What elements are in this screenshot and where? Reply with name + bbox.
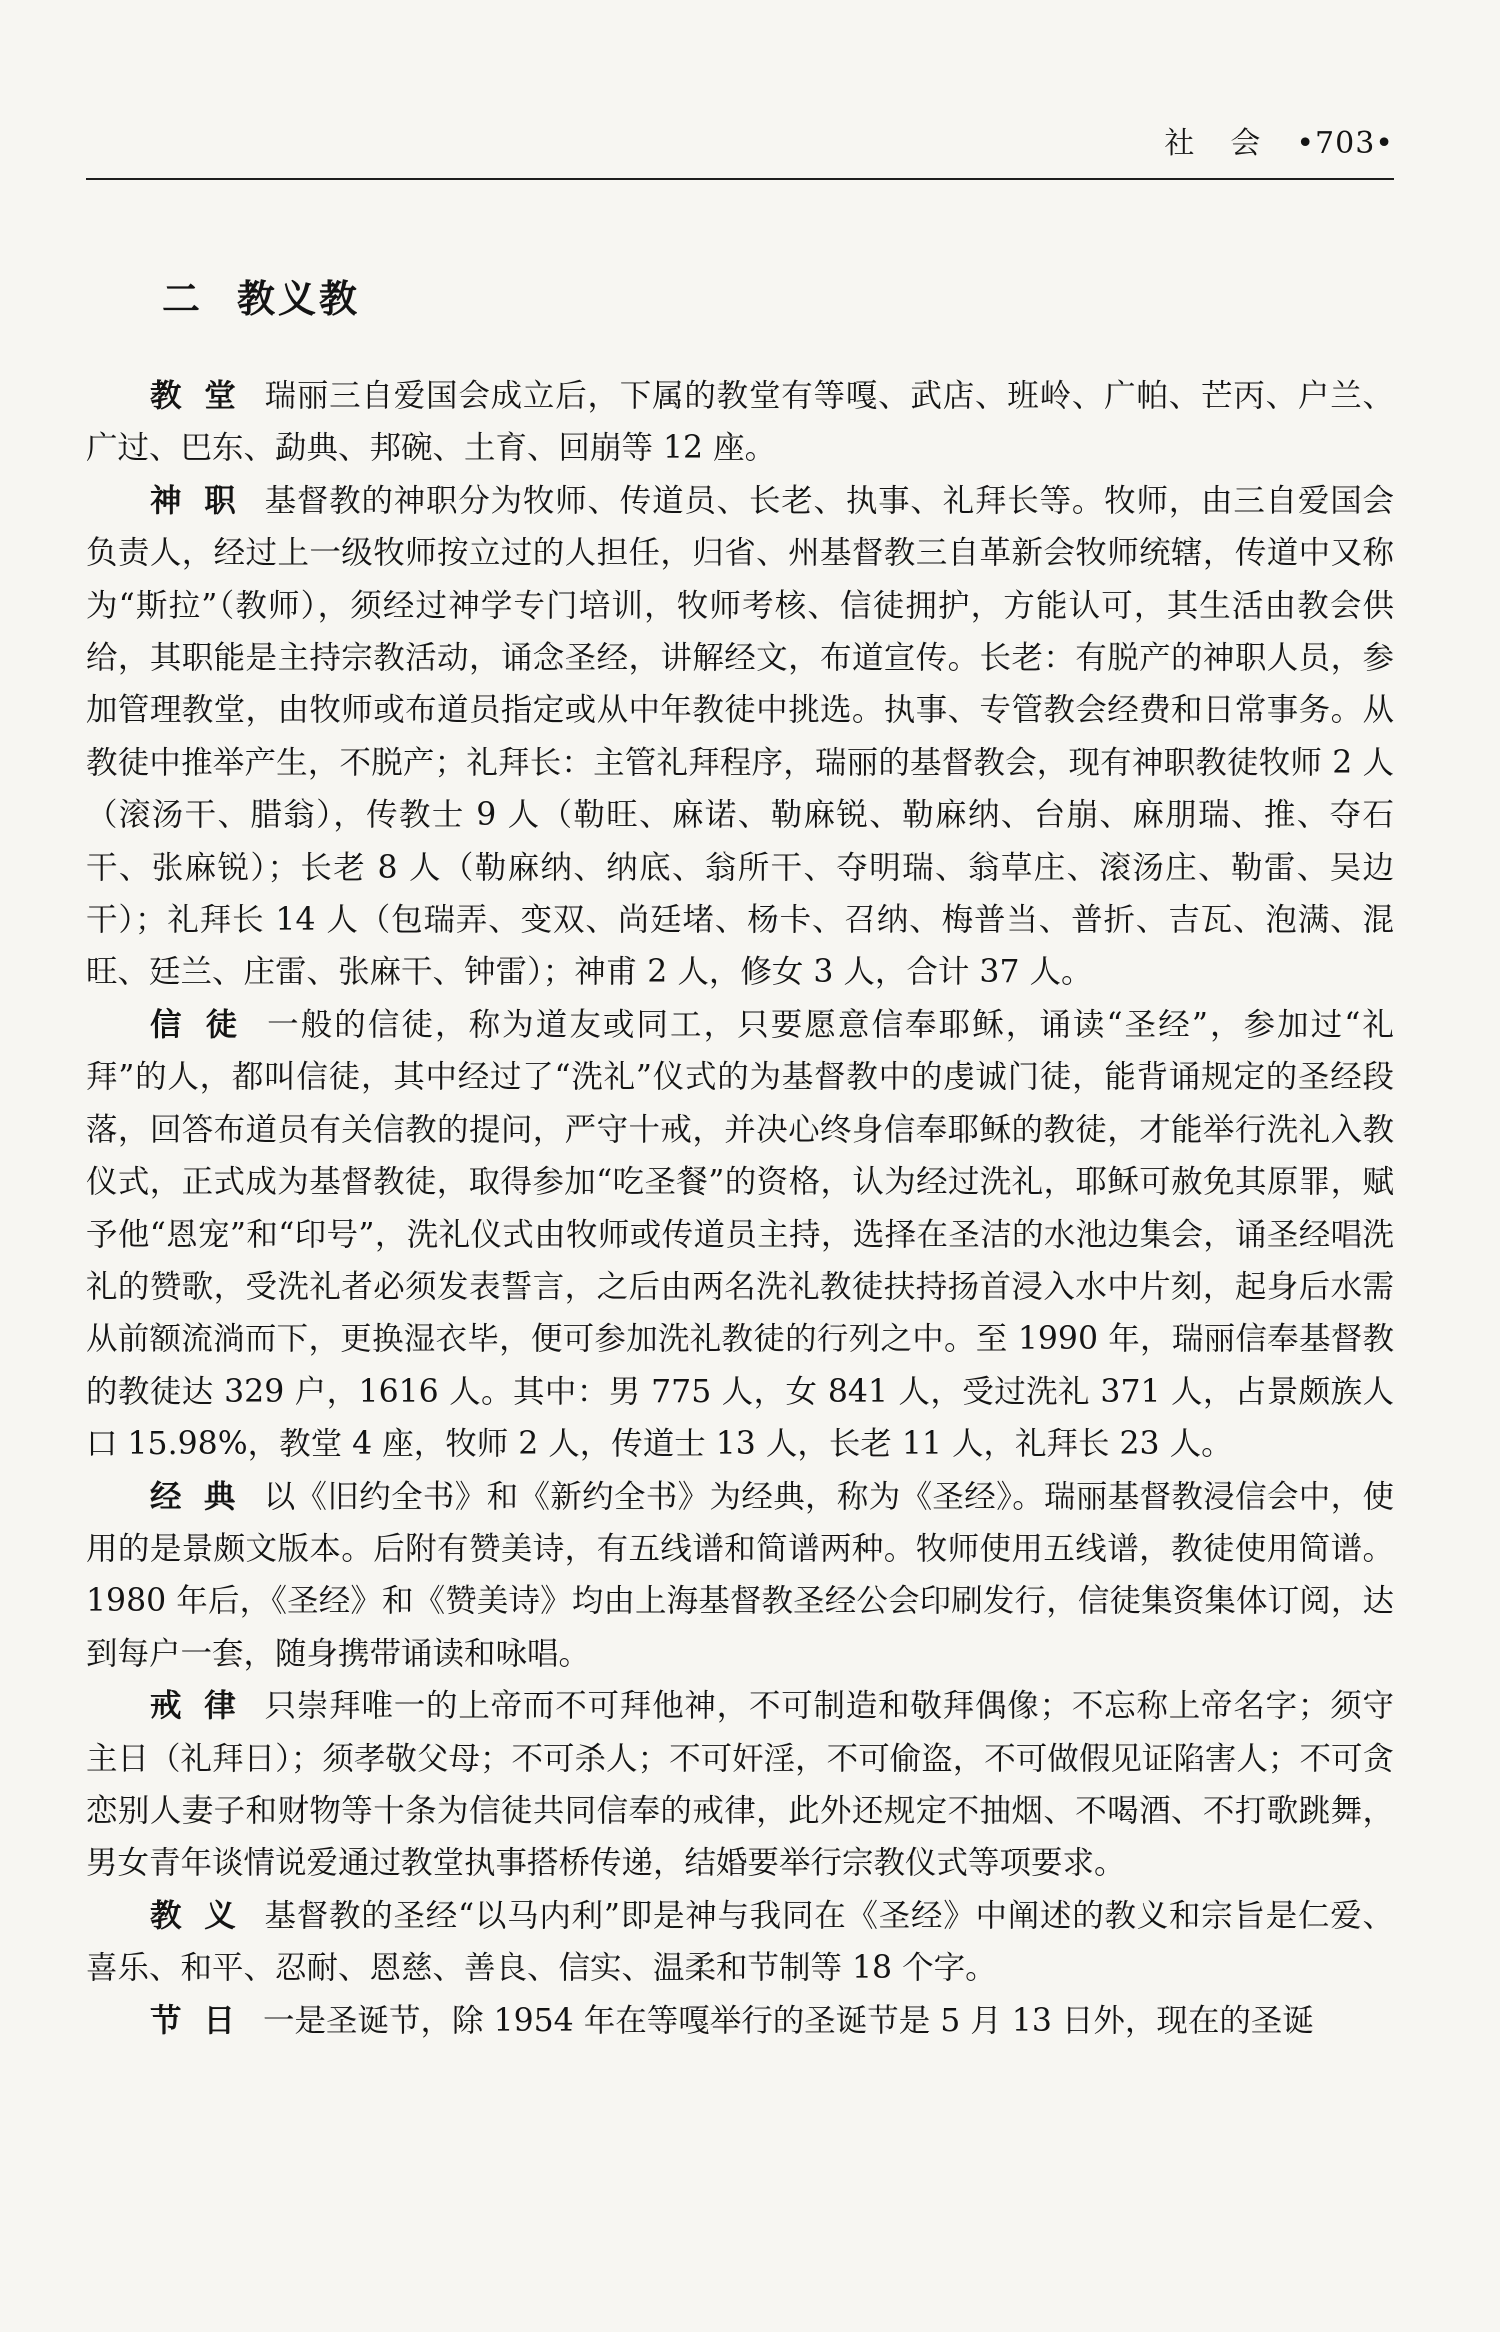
entry-term: 教堂 <box>150 378 259 414</box>
body-text <box>86 370 1394 2047</box>
entry-term: 经典 <box>150 1478 258 1515</box>
entry-text: 一般的信徒，称为道友或同工，只要愿意信奉耶稣，诵读“圣经”，参加过“礼拜”的人，都叫信徒，其中经过了“洗礼”仪式的为基督教中的虔诚门徒，能背诵规定的圣经段落，回答布道员有关信教的提问，严守十戒，并决心终身信奉耶稣的教徒，才能举行洗礼入教仪式，正式成为基督教徒，取得参加“吃圣餐”的资格，认为经过洗礼，耶稣可赦免其原罪，赋予他“恩宠”和“印号”，洗礼仪式由牧师或传道员主持，选择在圣洁的水池边集会，诵圣经唱洗礼的赞歌，受洗礼者必须发表誓言，之后由两名洗礼教徒扶持扬首浸入水中片刻，起身后水需从前额流淌而下，更换湿衣毕，便可参加洗礼教徒的行列之中。至 1990 年，瑞丽信奉基督教的教徒达 329 户，1616 人。其中：男 775 人，女 841 人，受过洗礼 371 人，占景颇族人口 15.98%，教堂 4 座，牧师 2 人，传道士 13 人，长老 11 人，礼拜长 23 人。 <box>86 1006 1394 1463</box>
entry-term: 信徒 <box>150 1006 262 1043</box>
section-number: 二 <box>162 277 204 321</box>
entry-paragraph <box>86 370 1394 475</box>
entry-term: 节日 <box>150 2002 258 2039</box>
entry-term: 教义 <box>150 1897 259 1934</box>
entry-paragraph <box>86 999 1394 1471</box>
entry-text: 以《旧约全书》和《新约全书》为经典，称为《圣经》。瑞丽基督教浸信会中，使用的是景颇文版本。后附有赞美诗，有五线谱和简谱两种。牧师使用五线谱，教徒使用简谱。1980 年后，《圣经》和《赞美诗》均由上海基督教圣经公会印刷发行，信徒集资集体订阅，达到每户一套，随身携带诵读和咏唱。 <box>86 1478 1394 1672</box>
entry-text: 基督教的圣经“以马内利”即是神与我同在《圣经》中阐述的教义和宗旨是仁爱、喜乐、和平、忍耐、恩慈、善良、信实、温柔和节制等 18 个字。 <box>86 1897 1394 1987</box>
page-header <box>86 118 1394 162</box>
section-title: 教义教 <box>237 277 361 321</box>
entry-paragraph <box>86 1890 1394 1995</box>
entry-text: 一是圣诞节，除 1954 年在等嘎举行的圣诞节是 5 月 13 日外，现在的圣诞 <box>263 2002 1314 2039</box>
page-number: •703• <box>1296 126 1394 161</box>
section-heading <box>162 268 360 323</box>
entry-text: 只崇拜唯一的上帝而不可拜他神，不可制造和敬拜偶像；不忘称上帝名字；须守主日（礼拜日）；须孝敬父母；不可杀人；不可奸淫，不可偷盗，不可做假见证陷害人；不可贪恋别人妻子和财物等十条为信徒共同信奉的戒律，此外还规定不抽烟、不喝酒、不打歌跳舞，男女青年谈情说爱通过教堂执事搭桥传递，结婚要举行宗教仪式等项要求。 <box>86 1688 1394 1882</box>
entry-paragraph <box>86 1471 1394 1681</box>
entry-text: 瑞丽三自爱国会成立后，下属的教堂有等嘎、武店、班岭、广帕、芒丙、户兰、广过、巴东、勐典、邦碗、土育、回崩等 12 座。 <box>86 378 1394 467</box>
entry-paragraph <box>86 1680 1394 1890</box>
entry-term: 戒律 <box>150 1688 259 1725</box>
running-section-title: 社会 <box>1164 126 1297 161</box>
entry-paragraph <box>86 1995 1394 2047</box>
entry-text: 基督教的神职分为牧师、传道员、长老、执事、礼拜长等。牧师，由三自爱国会负责人，经过上一级牧师按立过的人担任，归省、州基督教三自革新会牧师统辖，传道中又称为“斯拉”（教师），须经过神学专门培训，牧师考核、信徒拥护，方能认可，其生活由教会供给，其职能是主持宗教活动，诵念圣经，讲解经文，布道宣传。长老：有脱产的神职人员，参加管理教堂，由牧师或布道员指定或从中年教徒中挑选。执事、专管教会经费和日常事务。从教徒中推举产生，不脱产；礼拜长：主管礼拜程序，瑞丽的基督教会，现有神职教徒牧师 2 人（滚汤干、腊翁），传教士 9 人（勒旺、麻诺、勒麻锐、勒麻纳、台崩、麻朋瑞、推、夺石干、张麻锐）；长老 8 人（勒麻纳、纳底、翁所干、夺明瑞、翁草庄、滚汤庄、勒雷、吴边干）；礼拜长 14 人（包瑞弄、变双、尚廷堵、杨卡、召纳、梅普当、普折、吉瓦、泡满、混旺、廷兰、庄雷、张麻干、钟雷）；神甫 2 人，修女 3 人，合计 37 人。 <box>86 482 1394 991</box>
entry-term: 神职 <box>150 482 259 519</box>
header-rule <box>86 178 1394 180</box>
entry-paragraph <box>86 475 1394 999</box>
